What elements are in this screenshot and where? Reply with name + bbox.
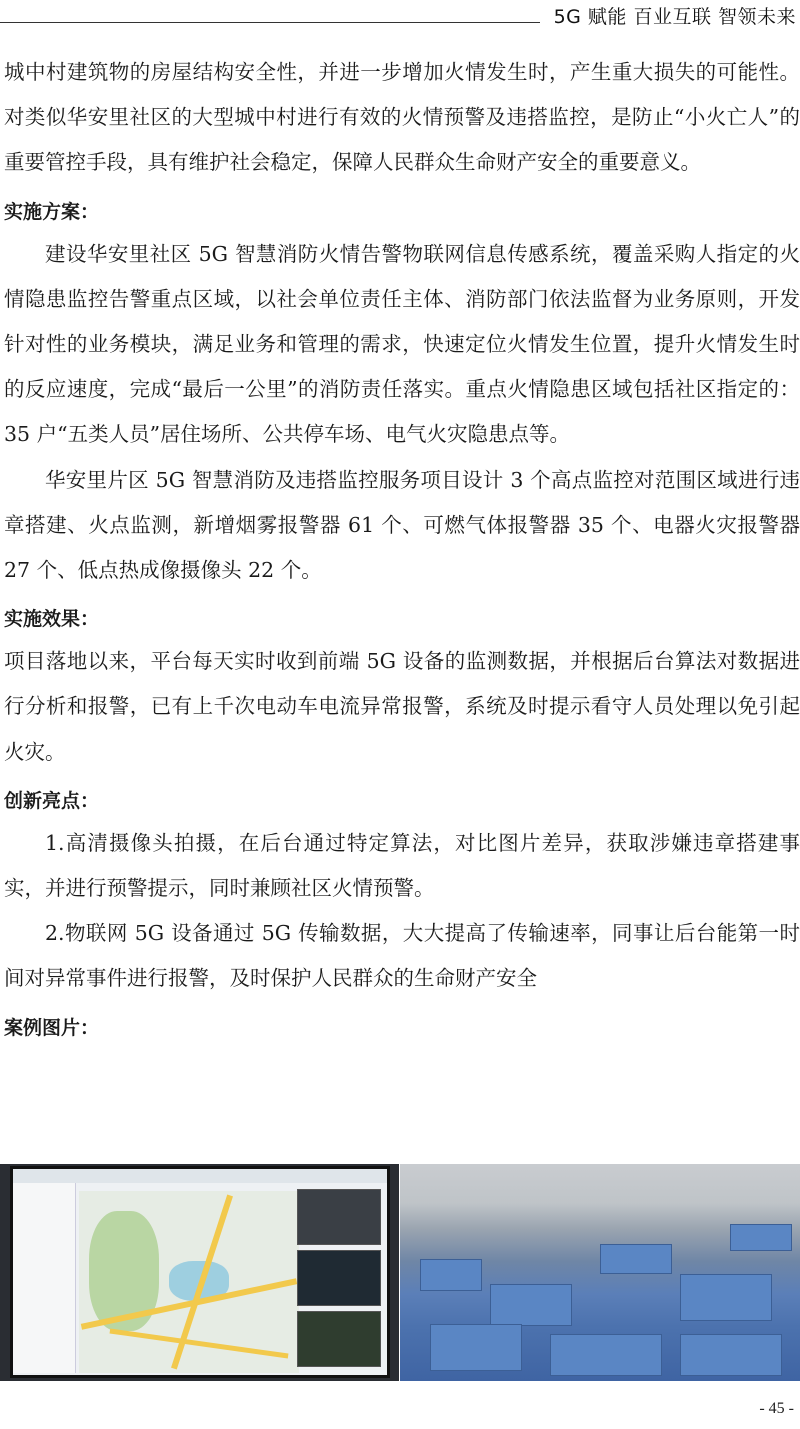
header-slogan: 5G 赋能 百业互联 智领未来 bbox=[553, 6, 796, 28]
plan-paragraph-2: 华安里片区 5G 智慧消防及违搭监控服务项目设计 3 个高点监控对范围区域进行违章搭建、火点监测，新增烟雾报警器 61 个、可燃气体报警器 35 个、电器火灾报警器 27 个、低点热成像摄像头 22 个。 bbox=[4, 467, 800, 583]
plan-heading: 实施方案： bbox=[4, 200, 100, 223]
innovation-item-1: 1.高清摄像头拍摄，在后台通过特定算法，对比图片差异，获取涉嫌违章搭建事实，并进行预警提示，同时兼顾社区火情预警。 bbox=[4, 830, 800, 901]
aerial-village-photo bbox=[400, 1164, 800, 1381]
images-heading: 案例图片： bbox=[4, 1016, 100, 1039]
case-images bbox=[0, 1164, 800, 1381]
effect-heading: 实施效果： bbox=[4, 608, 100, 631]
screen-toolbar bbox=[13, 1169, 387, 1183]
screen-sidebar bbox=[13, 1183, 76, 1373]
plan-paragraph-1: 建设华安里社区 5G 智慧消防火情告警物联网信息传感系统，覆盖采购人指定的火情隐患监控告警重点区域，以社会单位责任主体、消防部门依法监督为业务原则，开发针对性的业务模块，满足业务和管理的需求，快速定位火情发生位置，提升火情发生时的反应速度，完成“最后一公里”的消防责任落实。重点火情隐患区域包括社区指定的：35 户“五类人员”居住场所、公共停车场、电气火灾隐患点等。 bbox=[4, 241, 800, 447]
page-number: - 45 - bbox=[759, 1400, 794, 1417]
header-rule bbox=[0, 22, 540, 23]
intro-paragraph: 城中村建筑物的房屋结构安全性，并进一步增加火情发生时，产生重大损失的可能性。对类似华安里社区的大型城中村进行有效的火情预警及违搭监控，是防止“小火亡人”的重要管控手段，具有维护社会稳定，保障人民群众生命财产安全的重要意义。 bbox=[4, 60, 800, 175]
document-body bbox=[4, 50, 800, 1048]
monitor-screen bbox=[10, 1166, 390, 1378]
rooftops bbox=[400, 1164, 800, 1381]
innovation-heading: 创新亮点： bbox=[4, 789, 100, 812]
map-view bbox=[79, 1191, 299, 1373]
effect-paragraph: 项目落地以来，平台每天实时收到前端 5G 设备的监测数据，并根据后台算法对数据进行分析和报警，已有上千次电动车电流异常报警，系统及时提示看守人员处理以免引起火灾。 bbox=[4, 649, 800, 764]
camera-feeds bbox=[297, 1189, 379, 1372]
innovation-item-2: 2.物联网 5G 设备通过 5G 传输数据，大大提高了传输速率，同事让后台能第一时间对异常事件进行报警，及时保护人民群众的生命财产安全 bbox=[4, 921, 800, 991]
monitoring-platform-photo bbox=[0, 1164, 399, 1381]
page-header bbox=[0, 0, 800, 28]
